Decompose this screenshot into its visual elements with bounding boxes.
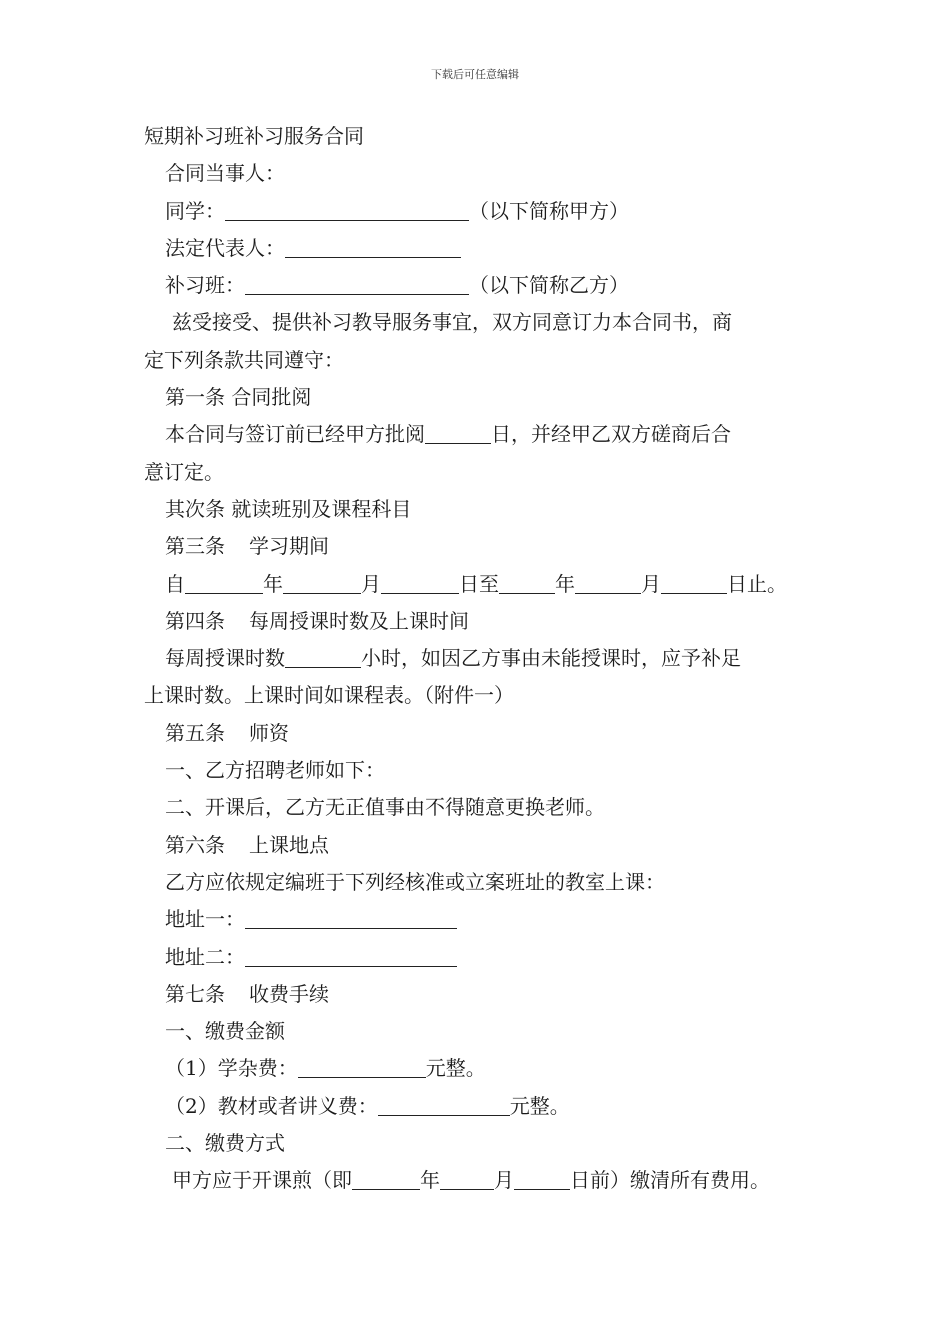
from-label: 自 (165, 571, 185, 596)
student-blank[interactable] (225, 200, 469, 221)
article-7-heading: 收费手续 (249, 981, 329, 1006)
year-label: 年 (555, 571, 575, 596)
article-6-title (144, 827, 824, 864)
article-3-number: 第三条 (165, 534, 225, 559)
start-day-blank[interactable] (381, 573, 459, 594)
start-month-blank[interactable] (283, 573, 361, 594)
article-4-title (144, 603, 824, 640)
article-7-number: 第七条 (165, 981, 225, 1006)
fee-unit: 元整。 (509, 1093, 570, 1118)
end-year-blank[interactable] (499, 573, 555, 594)
article-1-text-a: 本合同与签订前已经甲方批阅 (165, 422, 425, 447)
payment-method-heading: 二、缴费方式 (165, 1131, 285, 1156)
payment-deadline-line (144, 1162, 824, 1199)
to-label: 日至 (459, 571, 499, 596)
start-year-blank[interactable] (185, 573, 263, 594)
intro-line-2: 定下列条款共同遵守： (144, 347, 344, 372)
tuition-fee-line (144, 1050, 824, 1087)
fee-amount-heading: 一、缴费金额 (165, 1019, 285, 1044)
article-5-item-1: 一、乙方招聘老师如下： (165, 758, 385, 783)
address-2-blank[interactable] (245, 946, 457, 967)
address-1-label: 地址一： (165, 907, 245, 932)
pay-year-blank[interactable] (352, 1169, 420, 1190)
intro-line-1: 兹受接受、提供补习教导服务事宜，双方同意订力本合同书，商 (172, 310, 732, 335)
end-label: 日止。 (727, 571, 787, 596)
month-label: 月 (361, 571, 381, 596)
payment-text-b: 日前）缴清所有费用。 (570, 1168, 770, 1193)
fee-unit: 元整。 (425, 1056, 486, 1081)
school-blank[interactable] (245, 274, 469, 295)
school-line (144, 267, 824, 304)
article-3-title (144, 528, 824, 565)
weekly-hours-blank[interactable] (285, 647, 361, 668)
article-6-heading: 上课地点 (249, 832, 329, 857)
address-1-blank[interactable] (245, 908, 457, 929)
month-label: 月 (494, 1168, 514, 1193)
article-2-title: 其次条 就读班别及课程科目 (165, 496, 412, 521)
article-6-text: 乙方应依规定编班于下列经核准或立案班址的教室上课： (165, 869, 665, 894)
end-month-blank[interactable] (575, 573, 641, 594)
school-label: 补习班： (165, 273, 245, 298)
article-3-heading: 学习期间 (249, 534, 329, 559)
end-day-blank[interactable] (661, 573, 727, 594)
address-1-line (144, 901, 824, 938)
materials-fee-label: （2）教材或者讲义费： (165, 1093, 378, 1118)
legal-rep-line (144, 230, 824, 267)
article-1-text-b: 日，并经甲乙双方磋商后合 (491, 422, 731, 447)
article-1-title: 第一条 合同批阅 (165, 385, 312, 410)
article-4-heading: 每周授课时数及上课时间 (249, 608, 469, 633)
study-period-line (144, 566, 824, 603)
parties-label: 合同当事人： (165, 161, 285, 186)
pay-month-blank[interactable] (440, 1169, 494, 1190)
weekly-hours-label: 每周授课时数 (165, 646, 285, 671)
student-label: 同学： (165, 198, 225, 223)
article-5-heading: 师资 (249, 720, 289, 745)
weekly-hours-text: 小时，如因乙方事由未能授课时，应予补足 (361, 646, 741, 671)
address-2-line (144, 939, 824, 976)
article-6-number: 第六条 (165, 832, 225, 857)
article-5-item-2: 二、开课后，乙方无正值事由不得随意更换老师。 (165, 795, 605, 820)
pay-day-blank[interactable] (514, 1169, 570, 1190)
party-b-note: （以下简称乙方） (469, 273, 629, 298)
article-1-line (144, 416, 824, 453)
article-5-title (144, 715, 824, 752)
materials-fee-blank[interactable] (378, 1095, 510, 1116)
review-days-blank[interactable] (425, 423, 491, 444)
address-2-label: 地址二： (165, 944, 245, 969)
article-5-number: 第五条 (165, 720, 225, 745)
legal-rep-label: 法定代表人： (165, 235, 285, 260)
article-4-text-c: 上课时数。上课时间如课程表。（附件一） (144, 683, 514, 708)
year-label: 年 (263, 571, 283, 596)
year-label: 年 (420, 1168, 440, 1193)
weekly-hours-line (144, 640, 824, 677)
article-1-text-c: 意订定。 (144, 459, 224, 484)
party-a-note: （以下简称甲方） (469, 198, 629, 223)
tuition-fee-blank[interactable] (298, 1057, 426, 1078)
tuition-fee-label: （1）学杂费： (165, 1056, 298, 1081)
page-header: 下载后可任意编辑 (431, 68, 519, 81)
student-line (144, 193, 824, 230)
article-4-number: 第四条 (165, 608, 225, 633)
contract-body (144, 118, 824, 1200)
materials-fee-line (144, 1088, 824, 1125)
article-7-title (144, 976, 824, 1013)
legal-rep-blank[interactable] (285, 237, 461, 258)
month-label: 月 (641, 571, 661, 596)
document-title: 短期补习班补习服务合同 (144, 124, 364, 148)
payment-text-a: 甲方应于开课煎（即 (172, 1168, 352, 1193)
